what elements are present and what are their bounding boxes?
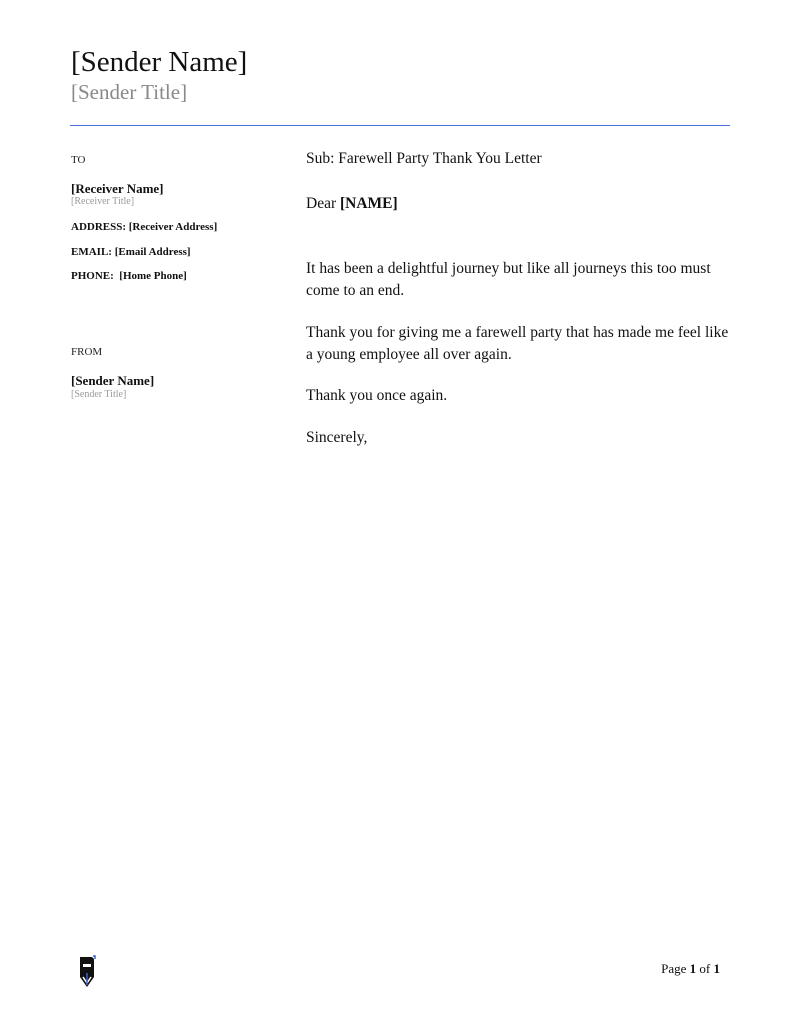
salutation-prefix: Dear <box>306 195 340 212</box>
from-sender-title: [Sender Title] <box>71 389 127 400</box>
receiver-phone: PHONE: [Home Phone] <box>71 270 187 282</box>
page-number <box>661 961 720 977</box>
salutation <box>306 193 736 215</box>
paragraph-2: Thank you for giving me a farewell party that has made me feel like a young employee all over again. <box>306 324 729 363</box>
salutation-name: [NAME] <box>340 195 398 212</box>
of-word: of <box>696 961 714 976</box>
from-label: FROM <box>71 346 103 358</box>
paragraph-3: Thank you once again. <box>306 387 448 404</box>
sender-title-heading: [Sender Title] <box>71 80 188 104</box>
subject-line: Sub: Farewell Party Thank You Letter <box>306 150 542 167</box>
receiver-address: ADDRESS: [Receiver Address] <box>71 221 218 233</box>
paragraph-1: It has been a delightful journey but like all journeys this too must come to an end. <box>306 260 711 299</box>
closing: Sincerely, <box>306 429 368 446</box>
page-total: 1 <box>713 961 720 976</box>
to-label: TO <box>71 154 86 166</box>
receiver-title: [Receiver Title] <box>71 196 135 207</box>
page-current: 1 <box>689 961 697 976</box>
sender-name-heading: [Sender Name] <box>71 46 248 78</box>
receiver-name: [Receiver Name] <box>71 181 164 196</box>
pen-logo-icon <box>78 955 98 994</box>
page-word: Page <box>661 961 690 976</box>
receiver-email: EMAIL: [Email Address] <box>71 246 191 258</box>
header-divider <box>70 125 730 126</box>
from-sender-name: [Sender Name] <box>71 373 155 388</box>
